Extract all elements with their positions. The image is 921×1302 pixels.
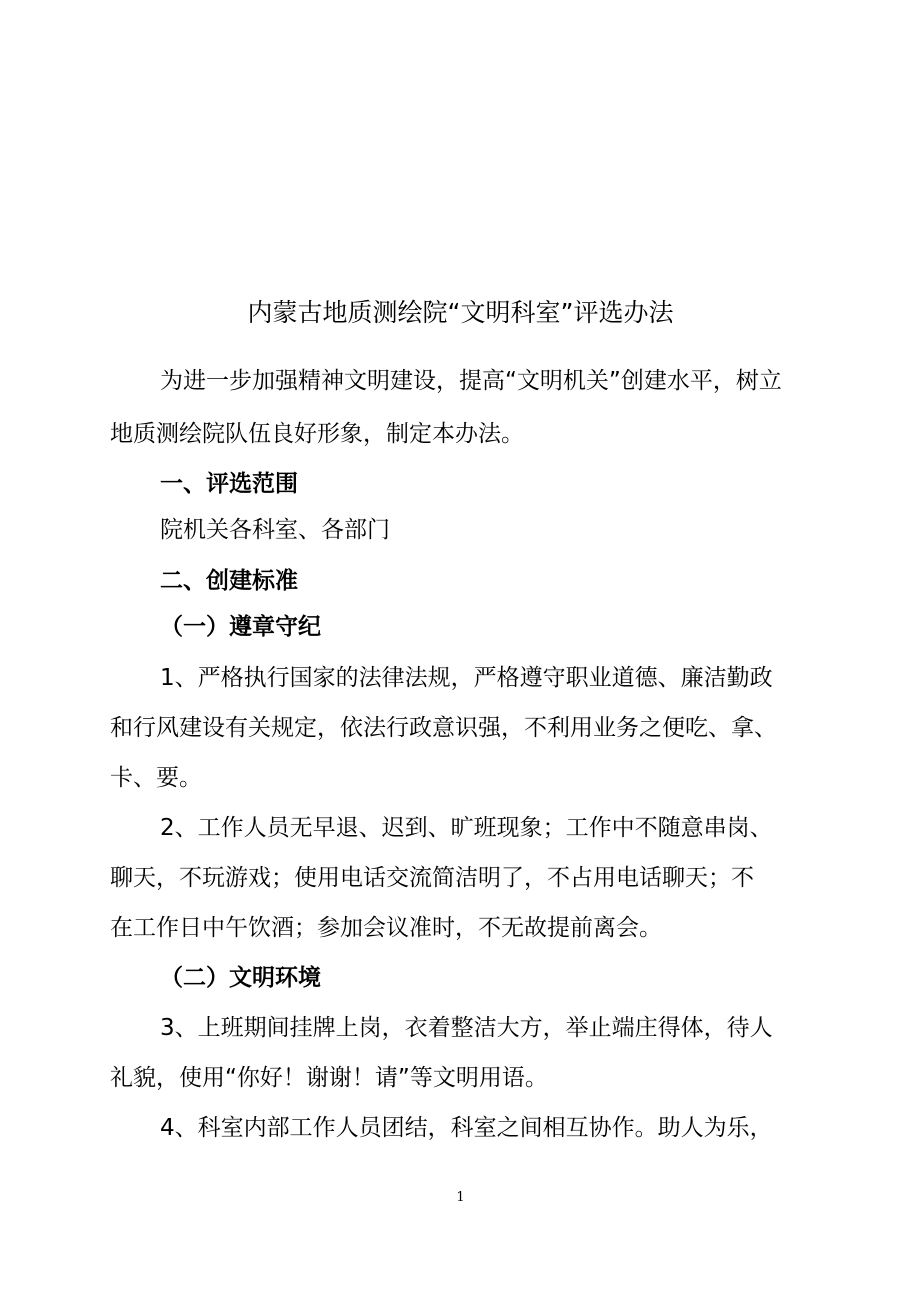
intro-line-2: 地质测绘院队伍良好形象，制定本办法。	[110, 421, 524, 447]
scope-text: 院机关各科室、各部门	[160, 517, 390, 543]
item-1-line-3: 卡、要。	[110, 765, 202, 791]
section-heading-standards: 二、创建标准	[160, 568, 298, 594]
section-heading-scope: 一、评选范围	[160, 471, 298, 497]
intro-line-1: 为进一步加强精神文明建设，提高“文明机关”创建水平，树立	[160, 368, 782, 394]
subsection-heading-discipline: （一）遵章守纪	[160, 614, 321, 640]
item-1-line-2: 和行风建设有关规定，依法行政意识强，不利用业务之便吃、拿、	[110, 715, 777, 741]
subsection-heading-environment: （二）文明环境	[160, 965, 321, 991]
document-title: 内蒙古地质测绘院“文明科室”评选办法	[247, 298, 674, 327]
item-2-line-3: 在工作日中午饮酒；参加会议准时，不无故提前离会。	[110, 915, 662, 941]
page-number: 1	[456, 1190, 465, 1205]
item-2-line-1: 2、工作人员无早退、迟到、旷班现象；工作中不随意串岗、	[160, 815, 773, 841]
item-2-line-2: 聊天，不玩游戏；使用电话交流简洁明了，不占用电话聊天；不	[110, 865, 754, 891]
item-4-line-1: 4、科室内部工作人员团结，科室之间相互协作。助人为乐，	[160, 1115, 773, 1141]
item-1-line-1: 1、严格执行国家的法律法规，严格遵守职业道德、廉洁勤政	[160, 665, 773, 691]
item-3-line-1: 3、上班期间挂牌上岗，衣着整洁大方，举止端庄得体，待人	[160, 1015, 773, 1041]
item-3-line-2: 礼貌，使用“你好！谢谢！请”等文明用语。	[110, 1065, 548, 1091]
